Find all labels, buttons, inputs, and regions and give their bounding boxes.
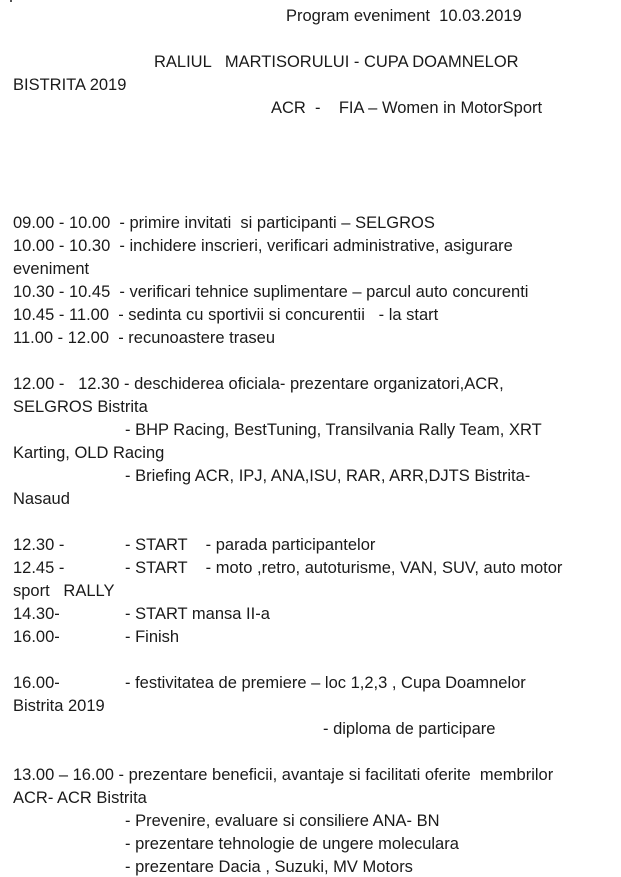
schedule-line: sport RALLY — [13, 582, 115, 600]
schedule-line: - START - parada participantelor — [125, 536, 376, 554]
schedule-time: 12.45 - — [13, 559, 65, 577]
cursor-mark — [10, 0, 12, 2]
schedule-line: Nasaud — [13, 490, 70, 508]
schedule-line: 10.45 - 11.00 - sedinta cu sportivii si concurentii - la start — [13, 306, 439, 324]
schedule-line: - festivitatea de premiere – loc 1,2,3 , Cupa Doamnelor — [125, 674, 526, 692]
schedule-time: 12.30 - — [13, 536, 65, 554]
schedule-line: 10.00 - 10.30 - inchidere inscrieri, verificari administrative, asigurare — [13, 237, 513, 255]
schedule-time: 16.00- — [13, 674, 60, 692]
schedule-line: 12.00 - 12.30 - deschiderea oficiala- prezentare organizatori,ACR, — [13, 375, 504, 393]
schedule-line: - START mansa II-a — [125, 605, 270, 623]
schedule-line: SELGROS Bistrita — [13, 398, 148, 416]
schedule-line: ACR- ACR Bistrita — [13, 789, 147, 807]
event-subtitle: ACR - FIA – Women in MotorSport — [271, 99, 543, 117]
schedule-line: - BHP Racing, BestTuning, Transilvania Rally Team, XRT — [125, 421, 542, 439]
event-title-continued: BISTRITA 2019 — [13, 76, 127, 94]
schedule-line: - prezentare Dacia , Suzuki, MV Motors — [125, 858, 413, 876]
schedule-time: 16.00- — [13, 628, 60, 646]
schedule-line: - prezentare tehnologie de ungere moleculara — [125, 835, 459, 853]
schedule-line: eveniment — [13, 260, 90, 278]
schedule-line: - Briefing ACR, IPJ, ANA,ISU, RAR, ARR,DJTS Bistrita- — [125, 467, 531, 485]
schedule-line: - Finish — [125, 628, 180, 646]
schedule-line: Karting, OLD Racing — [13, 444, 165, 462]
schedule-line: 13.00 – 16.00 - prezentare beneficii, avantaje si facilitati oferite membrilor — [13, 766, 554, 784]
schedule-line: 10.30 - 10.45 - verificari tehnice suplimentare – parcul auto concurenti — [13, 283, 529, 301]
schedule-line: 11.00 - 12.00 - recunoastere traseu — [13, 329, 276, 347]
schedule-time: 14.30- — [13, 605, 60, 623]
event-title: RALIUL MARTISORULUI - CUPA DOAMNELOR — [154, 53, 519, 71]
program-date: Program eveniment 10.03.2019 — [286, 7, 522, 25]
schedule-line: 09.00 - 10.00 - primire invitati si participanti – SELGROS — [13, 214, 435, 232]
schedule-line: - diploma de participare — [323, 720, 496, 738]
schedule-line: Bistrita 2019 — [13, 697, 105, 715]
schedule-line: - START - moto ,retro, autoturisme, VAN, SUV, auto motor — [125, 559, 563, 577]
schedule-line: - Prevenire, evaluare si consiliere ANA- BN — [125, 812, 440, 830]
